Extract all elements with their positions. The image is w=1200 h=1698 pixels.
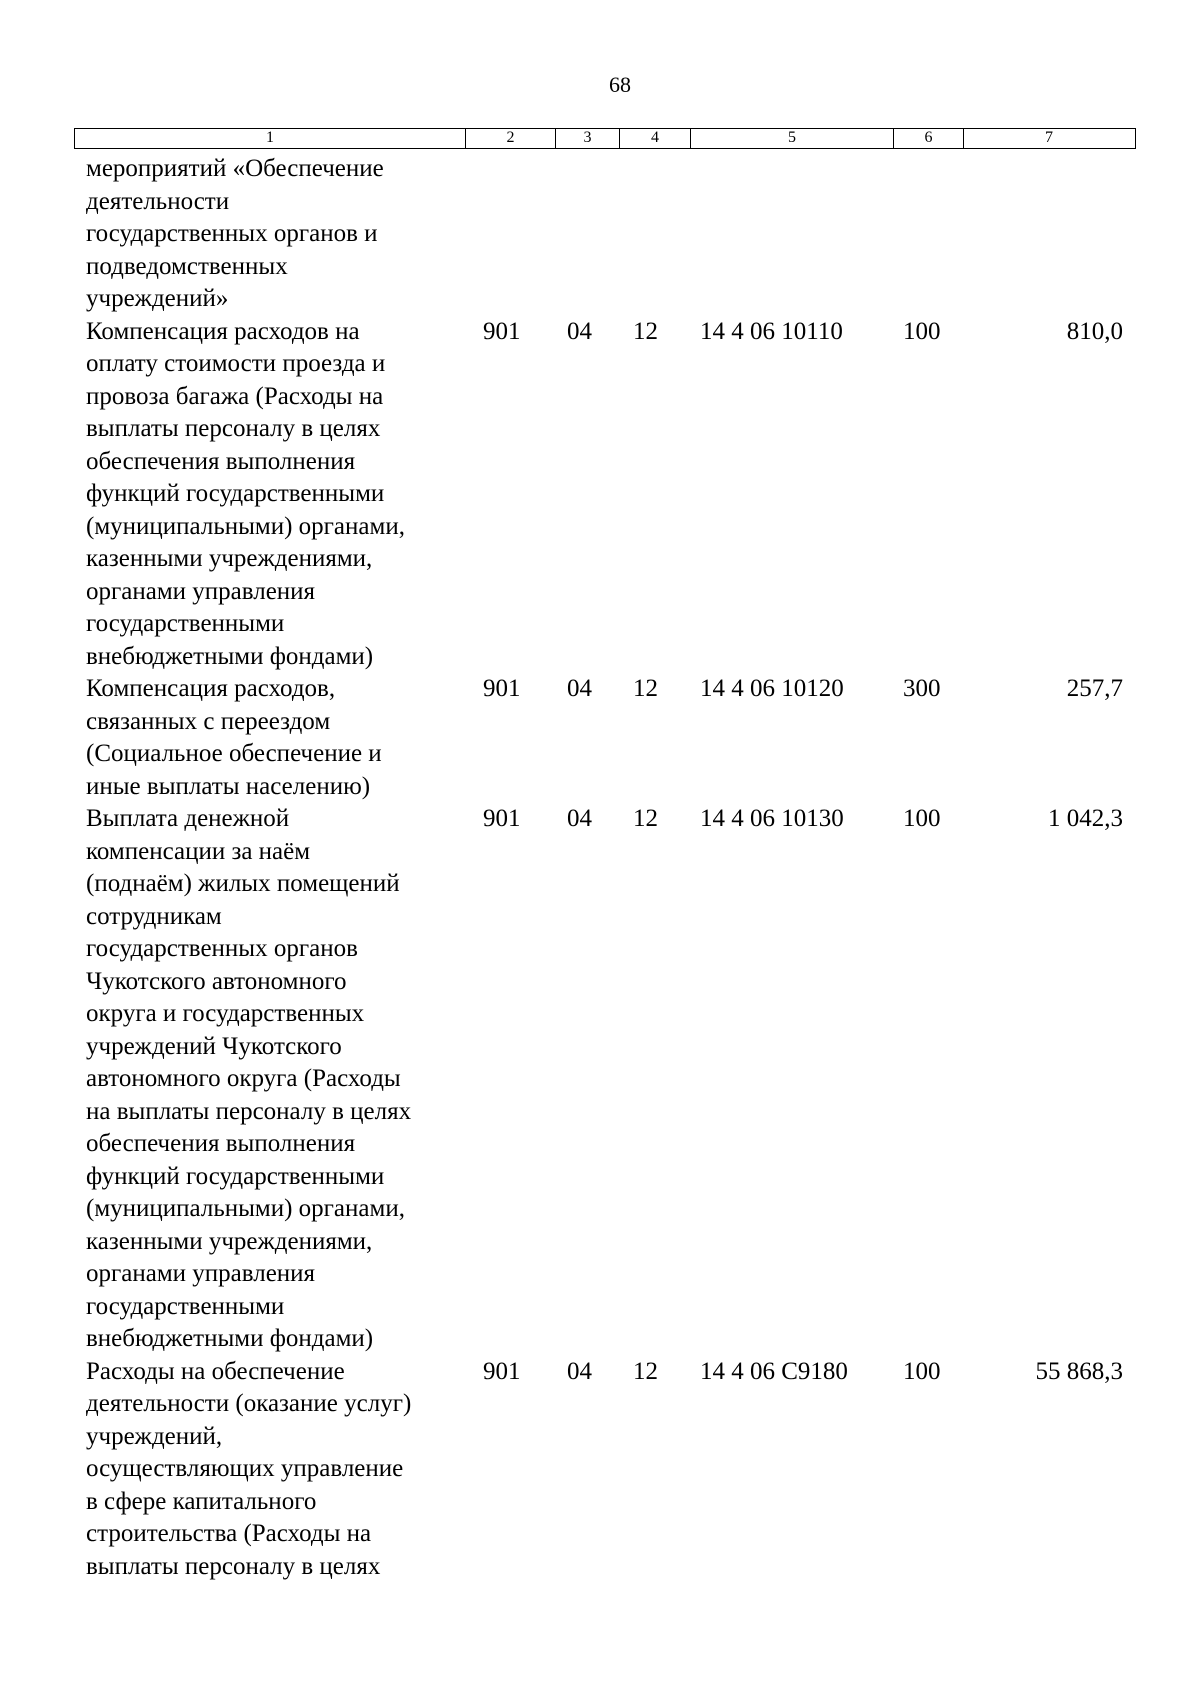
row-expense-type: 100: [903, 805, 941, 832]
description-line: Компенсация расходов,: [86, 675, 336, 702]
description-line: мероприятий «Обеспечение: [86, 155, 384, 182]
row-expense-type: 100: [903, 317, 941, 345]
description-line: учреждений,: [86, 1422, 223, 1450]
description-line: учреждений»: [86, 285, 229, 312]
row-ved-code: [465, 153, 555, 316]
header-col-3: 3: [556, 129, 620, 148]
row-expense-type: 300: [903, 675, 941, 702]
row-amount: 257,7: [1066, 675, 1123, 702]
description-line: (поднаём) жилых помещений: [86, 870, 400, 897]
row-ved-code: 901: [483, 1357, 521, 1385]
description-line: функций государственными: [86, 1162, 385, 1190]
description-line: автономного округа (Расходы: [86, 1065, 401, 1092]
description-line: государственными: [86, 1292, 285, 1320]
description-line: компенсации за наём: [86, 837, 311, 865]
description-line: органами управления: [86, 577, 316, 605]
row-subsection-code: [619, 153, 690, 316]
row-amount: 55 868,3: [1035, 1357, 1123, 1385]
row-description: [74, 316, 465, 674]
header-col-6: 6: [894, 129, 964, 148]
row-description: [74, 153, 465, 316]
table-body: [74, 153, 1136, 1583]
description-line: учреждений Чукотского: [86, 1032, 342, 1060]
row-target-article: [690, 153, 893, 316]
row-description: [74, 673, 465, 803]
description-line: внебюджетными фондами): [86, 1325, 374, 1352]
row-target-article: 14 4 06 С9180: [700, 1357, 848, 1385]
table-header-row: [74, 128, 1136, 149]
row-subsection-code: 12: [633, 805, 658, 832]
row-target-article: 14 4 06 10120: [700, 675, 844, 702]
table-row: [74, 673, 1136, 803]
row-ved-code: 901: [483, 805, 521, 832]
description-line: деятельности (оказание услуг): [86, 1390, 412, 1417]
description-line: государственных органов: [86, 935, 358, 962]
row-expense-type: [893, 153, 963, 316]
description-line: Чукотского автономного: [86, 967, 347, 995]
row-amount: 810,0: [1066, 317, 1123, 345]
row-subsection-code: 12: [633, 1357, 658, 1385]
header-col-1: 1: [75, 129, 466, 148]
row-subsection-code: 12: [633, 675, 658, 702]
description-line: в сфере капитального: [86, 1487, 317, 1515]
description-line: (муниципальными) органами,: [86, 1195, 405, 1222]
row-subsection-code: 12: [633, 317, 658, 345]
description-line: (муниципальными) органами,: [86, 512, 405, 540]
row-section-code: 04: [567, 317, 592, 345]
description-line: подведомственных: [86, 252, 288, 280]
description-line: провоза багажа (Расходы на: [86, 382, 384, 410]
row-section-code: 04: [567, 675, 592, 702]
description-line: округа и государственных: [86, 1000, 365, 1027]
row-expense-type: 100: [903, 1357, 941, 1385]
description-line: обеспечения выполнения: [86, 447, 356, 475]
description-line: иные выплаты населению): [86, 772, 371, 800]
description-line: деятельности: [86, 187, 230, 215]
description-line: органами управления: [86, 1260, 316, 1287]
row-target-article: 14 4 06 10130: [700, 805, 844, 832]
description-line: казенными учреждениями,: [86, 1227, 373, 1255]
row-section-code: 04: [567, 805, 592, 832]
description-line: Выплата денежной: [86, 805, 290, 832]
row-description: [74, 803, 465, 1356]
header-col-2: 2: [466, 129, 556, 148]
description-line: осуществляющих управление: [86, 1455, 404, 1482]
description-line: обеспечения выполнения: [86, 1130, 356, 1157]
description-line: строительства (Расходы на: [86, 1520, 372, 1547]
header-col-5: 5: [691, 129, 894, 148]
row-amount: 1 042,3: [1048, 805, 1123, 832]
header-col-7: 7: [1045, 129, 1053, 146]
description-line: внебюджетными фондами): [86, 642, 374, 670]
description-line: Расходы на обеспечение: [86, 1357, 345, 1385]
row-ved-code: 901: [483, 675, 521, 702]
page-number: 68: [609, 72, 631, 97]
description-line: на выплаты персоналу в целях: [86, 1097, 412, 1125]
table-row: [74, 803, 1136, 1356]
description-line: государственных органов и: [86, 220, 378, 247]
description-line: связанных с переездом: [86, 707, 331, 735]
table-row: [74, 316, 1136, 674]
description-line: (Социальное обеспечение и: [86, 740, 382, 767]
row-amount: [963, 153, 1133, 316]
description-line: выплаты персоналу в целях: [86, 1552, 381, 1580]
row-section-code: 04: [567, 1357, 592, 1385]
row-target-article: 14 4 06 10110: [700, 317, 843, 345]
row-ved-code: 901: [483, 317, 521, 345]
description-line: сотрудникам: [86, 902, 222, 930]
table-row: [74, 1356, 1136, 1584]
description-line: Компенсация расходов на: [86, 317, 360, 345]
row-description: [74, 1356, 465, 1584]
row-section-code: [555, 153, 619, 316]
description-line: казенными учреждениями,: [86, 545, 373, 572]
table-row: [74, 153, 1136, 316]
description-line: выплаты персоналу в целях: [86, 415, 381, 442]
description-line: функций государственными: [86, 480, 385, 507]
header-col-4: 4: [620, 129, 691, 148]
description-line: государственными: [86, 610, 285, 637]
description-line: оплату стоимости проезда и: [86, 350, 386, 377]
